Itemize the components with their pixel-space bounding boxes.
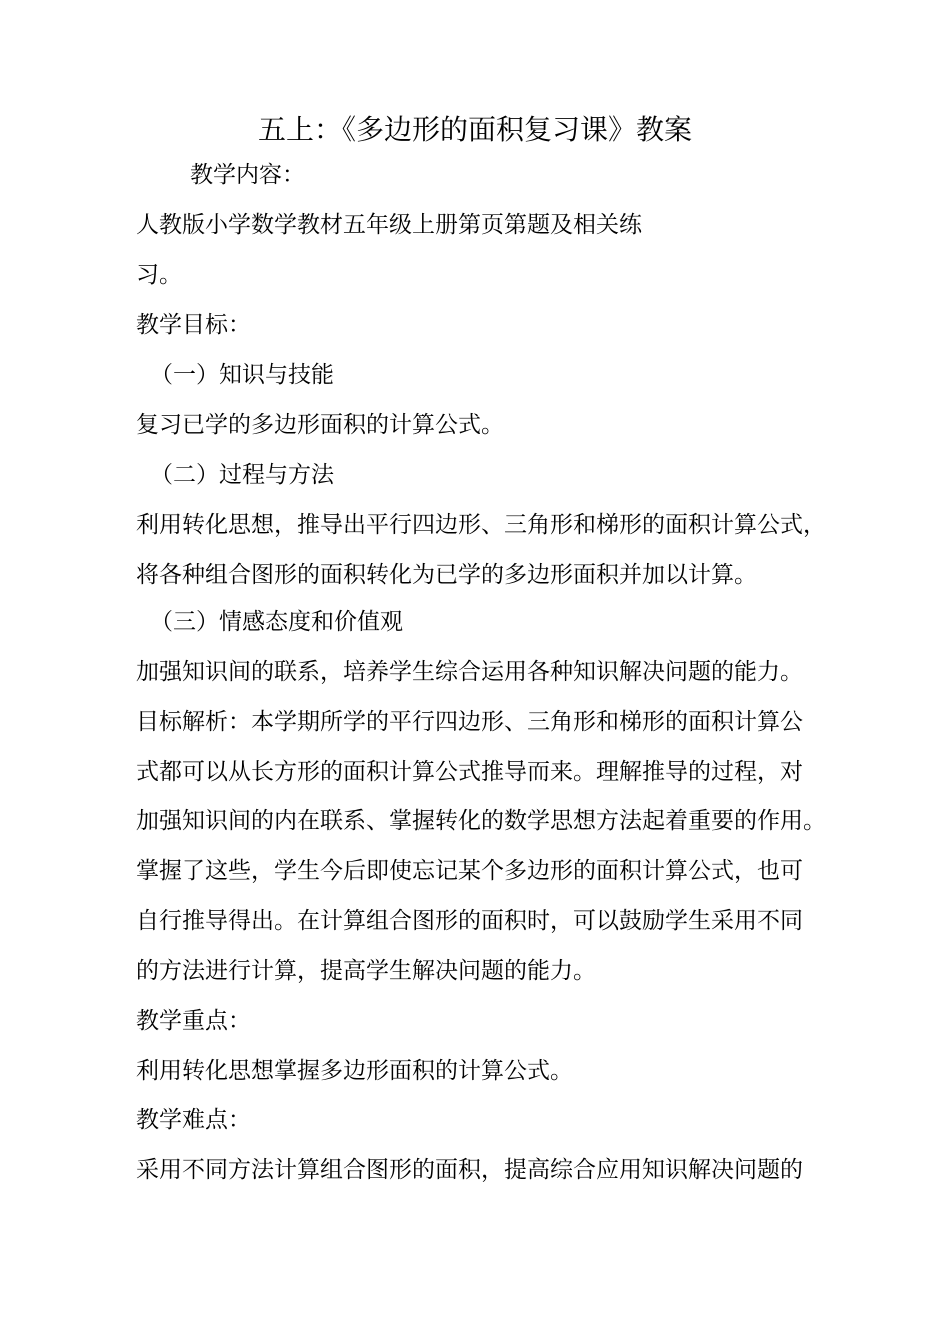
heading-teaching-content: 教学内容：: [190, 162, 305, 188]
paragraph-line: 利用转化思想掌握多边形面积的计算公式。: [136, 1058, 573, 1084]
subheading-emotion-values: （三）情感态度和价值观: [150, 609, 403, 635]
paragraph-line: 的方法进行计算，提高学生解决问题的能力。: [136, 958, 596, 984]
paragraph-line: 将各种组合图形的面积转化为已学的多边形面积并加以计算。: [136, 562, 757, 588]
paragraph-line: 采用不同方法计算组合图形的面积，提高综合应用知识解决问题的: [136, 1157, 803, 1183]
paragraph-line: 自行推导得出。在计算组合图形的面积时，可以鼓励学生采用不同: [136, 908, 803, 934]
paragraph-line: 人教版小学数学教材五年级上册第页第题及相关练: [136, 212, 642, 238]
paragraph-line: 复习已学的多边形面积的计算公式。: [136, 412, 504, 438]
paragraph-line: 目标解析：本学期所学的平行四边形、三角形和梯形的面积计算公: [136, 709, 803, 735]
heading-teaching-goals: 教学目标：: [136, 312, 251, 338]
paragraph-line: 加强知识间的联系，培养学生综合运用各种知识解决问题的能力。: [136, 659, 803, 685]
subheading-knowledge-skills: （一）知识与技能: [150, 362, 334, 388]
heading-difficult-points: 教学难点：: [136, 1107, 251, 1133]
paragraph-line: 式都可以从长方形的面积计算公式推导而来。理解推导的过程，对: [136, 759, 803, 785]
heading-key-points: 教学重点：: [136, 1008, 251, 1034]
paragraph-line: 加强知识间的内在联系、掌握转化的数学思想方法起着重要的作用。: [136, 808, 826, 834]
document-title: 五上：《多边形的面积复习课》教案: [257, 113, 692, 146]
paragraph-line: 掌握了这些，学生今后即使忘记某个多边形的面积计算公式，也可: [136, 858, 803, 884]
paragraph-line: 习。: [136, 262, 182, 288]
paragraph-line: 利用转化思想，推导出平行四边形、三角形和梯形的面积计算公式，: [136, 512, 826, 538]
subheading-process-method: （二）过程与方法: [150, 462, 334, 488]
